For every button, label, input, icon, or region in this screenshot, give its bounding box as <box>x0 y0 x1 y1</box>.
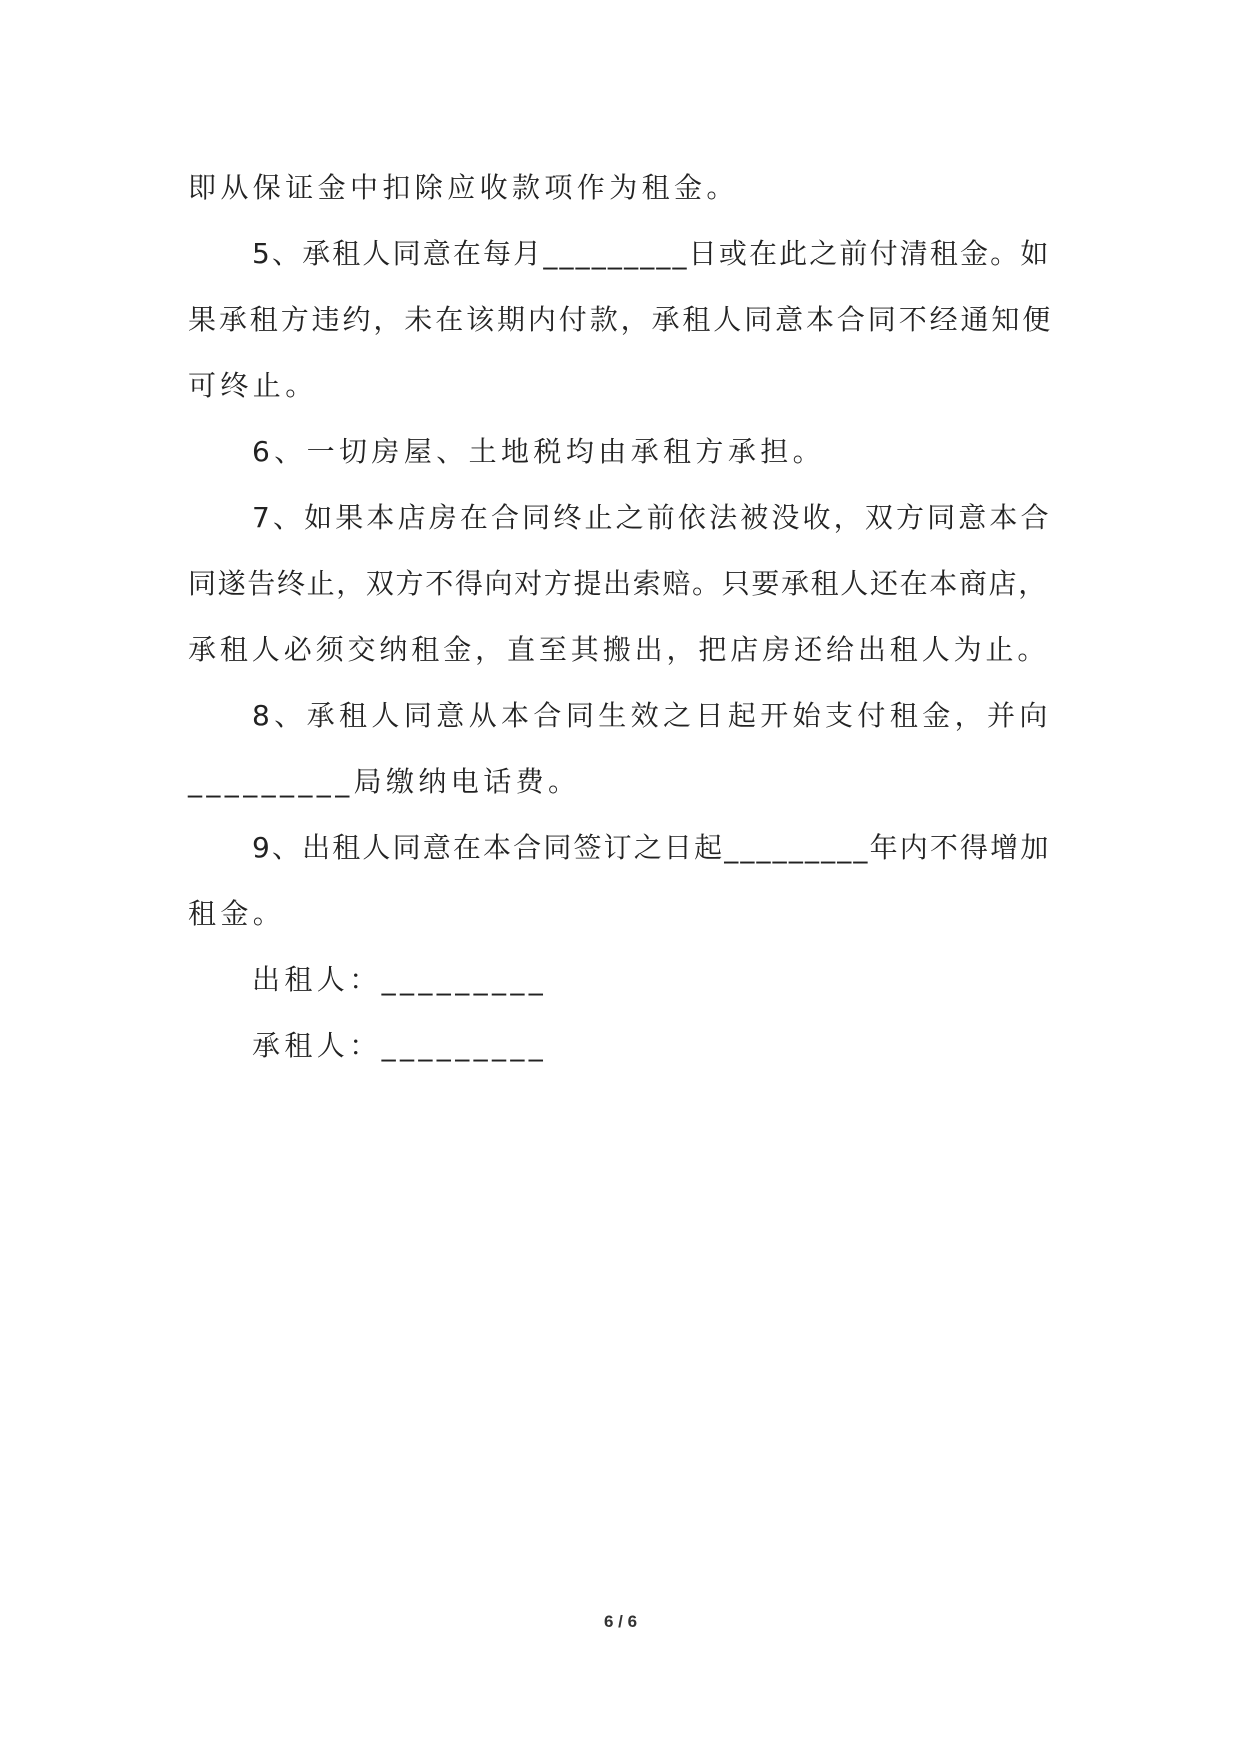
clause-7-line-3: 承租人必须交纳租金，直至其搬出，把店房还给出租人为止。 <box>188 633 1050 666</box>
clause-5-line-1: 5、承租人同意在每月_________日或在此之前付清租金。如 <box>252 237 1051 270</box>
clause-7-line-2: 同遂告终止，双方不得向对方提出索赔。只要承租人还在本商店， <box>188 567 1048 600</box>
lessee-signature-line: 承租人：_________ <box>252 1029 548 1062</box>
clause-8-line-2: _________局缴纳电话费。 <box>188 765 581 798</box>
page-number: 6 / 6 <box>603 1612 638 1631</box>
clause-8-line-1: 8、承租人同意从本合同生效之日起开始支付租金，并向 <box>252 699 1052 732</box>
contract-body <box>188 155 1054 1079</box>
clause-9-line-2: 租金。 <box>188 897 286 930</box>
clause-5-line-3: 可终止。 <box>188 369 318 402</box>
clause-6-line-1: 6、一切房屋、土地税均由承租方承担。 <box>252 435 826 468</box>
clause-5-line-2: 果承租方违约，未在该期内付款，承租人同意本合同不经通知便 <box>188 303 1054 336</box>
text-line: 即从保证金中扣除应收款项作为租金。 <box>188 171 739 204</box>
clause-7-line-1: 7、如果本店房在合同终止之前依法被没收，双方同意本合 <box>252 501 1052 534</box>
clause-9-line-1: 9、出租人同意在本合同签订之日起_________年内不得增加 <box>252 831 1051 864</box>
lessor-signature-line: 出租人：_________ <box>252 963 548 996</box>
